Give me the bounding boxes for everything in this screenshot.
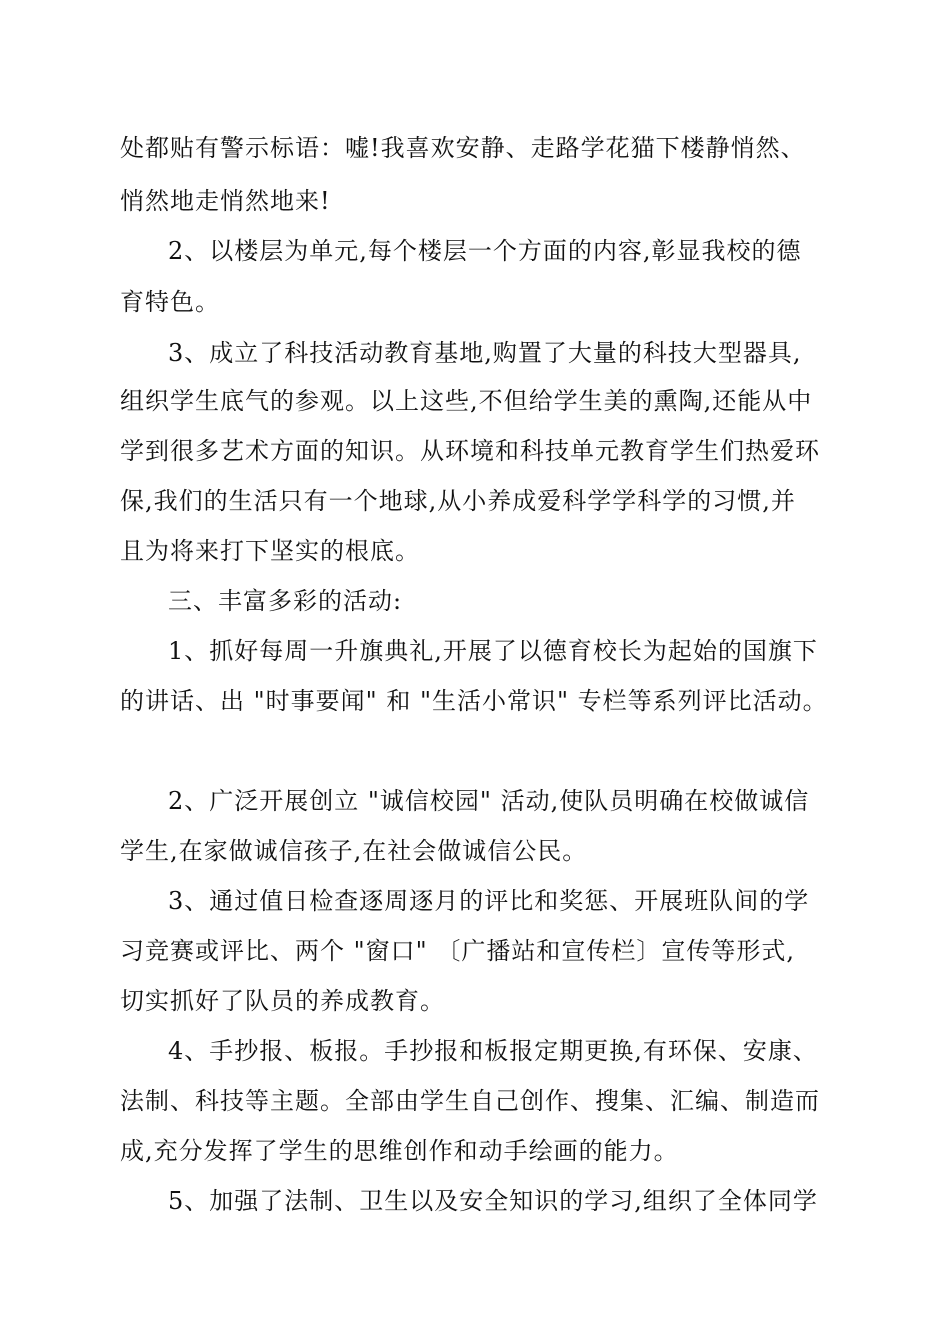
paragraph-start: 2、广泛开展创立 "诚信校园" 活动,使队员明确在校做诚信 — [168, 787, 810, 815]
text-line: 习竞赛或评比、两个 "窗口" 〔广播站和宣传栏〕宣传等形式, — [120, 937, 795, 965]
text-line: 且为将来打下坚实的根底。 — [120, 537, 420, 565]
text-line: 悄然地走悄然地来! — [120, 187, 331, 215]
text-line: 成,充分发挥了学生的思维创作和动手绘画的能力。 — [120, 1137, 679, 1165]
text-line: 处都贴有警示标语：嘘!我喜欢安静、走路学花猫下楼静悄然、 — [120, 134, 806, 162]
paragraph-start: 3、成立了科技活动教育基地,购置了大量的科技大型器具, — [168, 339, 802, 367]
paragraph-start: 4、手抄报、板报。手抄报和板报定期更换,有环保、安康、 — [168, 1037, 818, 1065]
paragraph-start: 5、加强了法制、卫生以及安全知识的学习,组织了全体同学 — [168, 1187, 818, 1215]
paragraph-start: 3、通过值日检查逐周逐月的评比和奖惩、开展班队间的学 — [168, 887, 810, 915]
paragraph-start: 1、抓好每周一升旗典礼,开展了以德育校长为起始的国旗下 — [168, 637, 818, 665]
paragraph-start: 2、以楼层为单元,每个楼层一个方面的内容,彰显我校的德 — [168, 237, 802, 265]
text-line: 的讲话、出 "时事要闻" 和 "生活小常识" 专栏等系列评比活动。 — [120, 687, 828, 715]
text-line: 育特色。 — [120, 288, 220, 316]
text-line: 学到很多艺术方面的知识。从环境和科技单元教育学生们热爱环 — [120, 437, 820, 465]
text-line: 保,我们的生活只有一个地球,从小养成爱科学学科学的习惯,并 — [120, 487, 796, 515]
section-heading: 三、丰富多彩的活动: — [168, 587, 403, 615]
text-line: 法制、科技等主题。全部由学生自己创作、搜集、汇编、制造而 — [120, 1087, 820, 1115]
text-line: 切实抓好了队员的养成教育。 — [120, 987, 445, 1015]
text-line: 学生,在家做诚信孩子,在社会做诚信公民。 — [120, 837, 588, 865]
text-line: 组织学生底气的参观。以上这些,不但给学生美的熏陶,还能从中 — [120, 387, 813, 415]
